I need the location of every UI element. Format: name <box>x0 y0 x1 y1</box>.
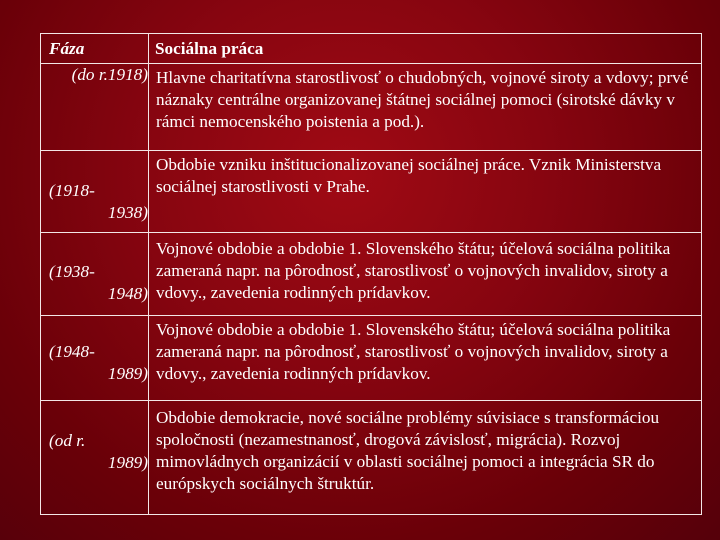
social-work-phases-table <box>40 33 702 515</box>
phase-start: (1938- <box>49 262 95 281</box>
table-row <box>41 64 702 151</box>
table-row <box>41 316 702 401</box>
phase-start: (1918- <box>49 181 95 200</box>
activity-column-header: Sociálna práca <box>149 34 702 64</box>
phase-start: (od r. <box>49 431 86 450</box>
phase-start: (1948- <box>49 342 95 361</box>
table-header-row <box>41 34 702 64</box>
activity-cell: Vojnové obdobie a obdobie 1. Slovenského štátu; účelová sociálna politika zameraná napr. na pôrodnosť, starostlivosť o vojnových invalidov, siroty a vdovy., zavedenia rodinných prídavkov. <box>149 233 702 316</box>
activity-cell: Obdobie demokracie, nové sociálne problémy súvisiace s transformáciou spoločnosti (nezamestnanosť, drogová závislosť, migrácia). Rozvoj mimovládnych organizácií v oblasti sociálnej pomoci a integrácia SR do európskych sociálnych štruktúr. <box>149 401 702 515</box>
table-row <box>41 151 702 233</box>
phase-cell <box>41 316 149 401</box>
activity-cell: Hlavne charitatívna starostlivosť o chudobných, vojnové siroty a vdovy; prvé náznaky centrálne organizovanej štátnej sociálnej pomoci (sirotské dávky v rámci nemocenského poistenia a pod.). <box>149 64 702 151</box>
table-row <box>41 401 702 515</box>
phase-cell <box>41 151 149 233</box>
phase-cell: (do r.1918) <box>41 64 149 151</box>
phase-end: 1989) <box>107 453 148 472</box>
activity-cell: Vojnové obdobie a obdobie 1. Slovenského štátu; účelová sociálna politika zameraná napr. na pôrodnosť, starostlivosť o vojnových invalidov, siroty a vdovy., zavedenia rodinných prídavkov. <box>149 316 702 401</box>
phase-cell <box>41 401 149 515</box>
phase-end: 1948) <box>107 284 148 303</box>
phase-column-header: Fáza <box>41 34 149 64</box>
phase-end: 1938) <box>107 203 148 222</box>
table-row <box>41 233 702 316</box>
phase-end: 1989) <box>107 364 148 383</box>
activity-cell: Obdobie vzniku inštitucionalizovanej sociálnej práce. Vznik Ministerstva sociálnej starostlivosti v Prahe. <box>149 151 702 233</box>
phase-cell <box>41 233 149 316</box>
